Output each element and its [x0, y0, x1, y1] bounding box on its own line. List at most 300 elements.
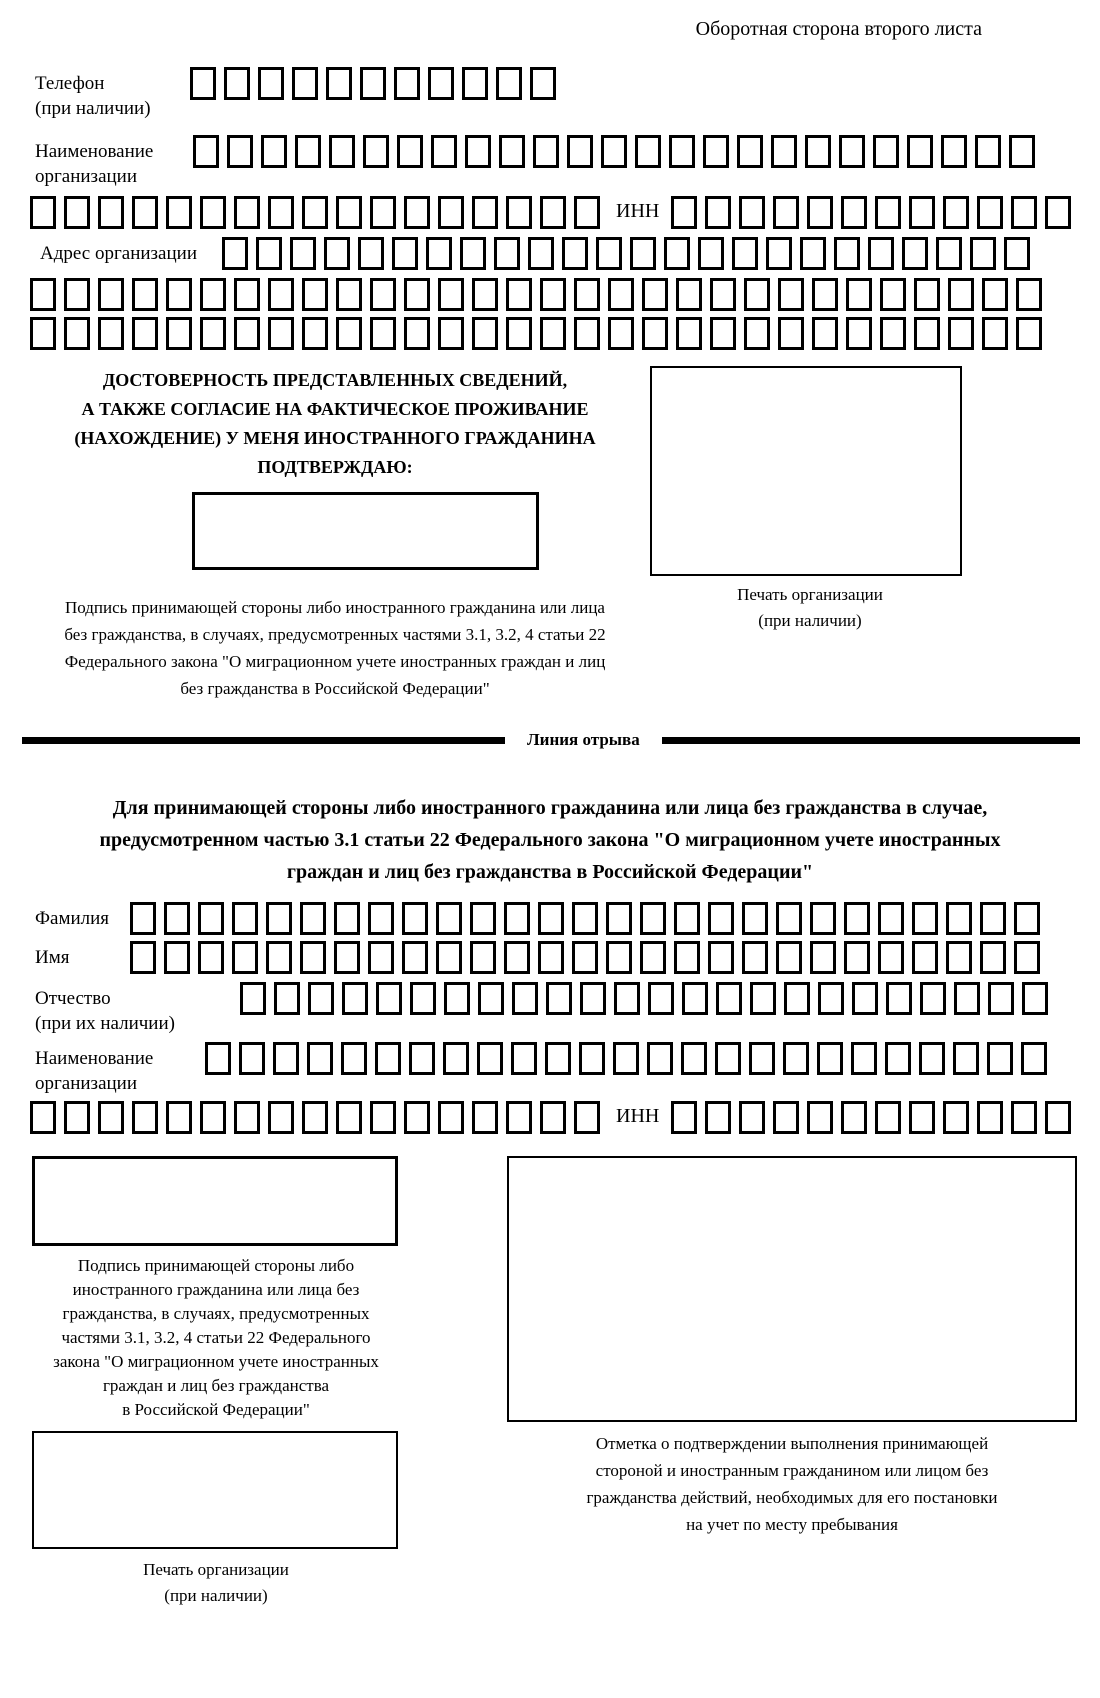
- char-cell[interactable]: [64, 317, 90, 350]
- char-cell[interactable]: [438, 1101, 464, 1134]
- char-cell[interactable]: [370, 1101, 396, 1134]
- char-cell[interactable]: [773, 1101, 799, 1134]
- char-cell[interactable]: [909, 1101, 935, 1134]
- char-cell[interactable]: [943, 196, 969, 229]
- char-cell[interactable]: [472, 196, 498, 229]
- char-cell[interactable]: [540, 1101, 566, 1134]
- char-cell[interactable]: [812, 317, 838, 350]
- char-cell[interactable]: [851, 1042, 877, 1075]
- char-cell[interactable]: [232, 902, 258, 935]
- char-cell[interactable]: [404, 1101, 430, 1134]
- char-cell[interactable]: [232, 941, 258, 974]
- char-cell[interactable]: [130, 941, 156, 974]
- char-cell[interactable]: [540, 196, 566, 229]
- char-cell[interactable]: [574, 317, 600, 350]
- char-cell[interactable]: [1016, 278, 1042, 311]
- char-cell[interactable]: [562, 237, 588, 270]
- stamp-box[interactable]: [650, 366, 962, 576]
- char-cell[interactable]: [766, 237, 792, 270]
- char-cell[interactable]: [334, 902, 360, 935]
- tearoff-section-title: Для принимающей стороны либо иностранного гражданина или лица без гражданства в случае, предусмотренном частью 3.1 статьи 22 Федерального закона "О миграционном учете иностранных граждан и лиц без гражданства в Российской Федерации": [99, 797, 1001, 883]
- char-cell[interactable]: [190, 67, 216, 100]
- char-cell[interactable]: [302, 278, 328, 311]
- char-cell[interactable]: [1045, 1101, 1071, 1134]
- char-cell[interactable]: [358, 237, 384, 270]
- char-cell[interactable]: [805, 135, 831, 168]
- page-side-note: Оборотная сторона второго листа: [695, 18, 982, 40]
- char-cell[interactable]: [436, 941, 462, 974]
- char-cell[interactable]: [512, 982, 538, 1015]
- char-cell[interactable]: [266, 902, 292, 935]
- char-cell[interactable]: [130, 902, 156, 935]
- char-cell[interactable]: [742, 902, 768, 935]
- char-cell[interactable]: [376, 982, 402, 1015]
- char-cell[interactable]: [572, 941, 598, 974]
- char-cell[interactable]: [200, 1101, 226, 1134]
- char-cell[interactable]: [841, 196, 867, 229]
- char-cell[interactable]: [444, 982, 470, 1015]
- char-cell[interactable]: [1004, 237, 1030, 270]
- char-cell[interactable]: [234, 196, 260, 229]
- char-cell[interactable]: [363, 135, 389, 168]
- char-cell[interactable]: [975, 135, 1001, 168]
- char-cell[interactable]: [567, 135, 593, 168]
- char-cell[interactable]: [878, 902, 904, 935]
- phone-field-row: [35, 67, 1100, 121]
- char-cell[interactable]: [64, 278, 90, 311]
- char-cell[interactable]: [705, 196, 731, 229]
- char-cell[interactable]: [64, 196, 90, 229]
- char-cell[interactable]: [715, 1042, 741, 1075]
- char-cell[interactable]: [295, 135, 321, 168]
- char-cell[interactable]: [846, 278, 872, 311]
- char-cell[interactable]: [868, 237, 894, 270]
- char-cell[interactable]: [470, 941, 496, 974]
- char-cell[interactable]: [470, 902, 496, 935]
- patronymic-field-row: [35, 982, 1100, 1036]
- char-cell[interactable]: [360, 67, 386, 100]
- char-cell[interactable]: [807, 196, 833, 229]
- char-cell[interactable]: [705, 1101, 731, 1134]
- char-cell[interactable]: [370, 196, 396, 229]
- char-cell[interactable]: [234, 317, 260, 350]
- char-cell[interactable]: [948, 317, 974, 350]
- char-cell[interactable]: [273, 1042, 299, 1075]
- char-cell[interactable]: [674, 941, 700, 974]
- char-cell[interactable]: [812, 278, 838, 311]
- org-address-continuation-row-1: [30, 278, 1100, 311]
- char-cell[interactable]: [132, 317, 158, 350]
- char-cell[interactable]: [30, 1101, 56, 1134]
- char-cell[interactable]: [946, 941, 972, 974]
- char-cell[interactable]: [1014, 941, 1040, 974]
- char-cell[interactable]: [778, 278, 804, 311]
- char-cell[interactable]: [988, 982, 1014, 1015]
- char-cell[interactable]: [980, 941, 1006, 974]
- char-cell[interactable]: [528, 237, 554, 270]
- char-cell[interactable]: [784, 982, 810, 1015]
- char-cell[interactable]: [676, 317, 702, 350]
- char-cell[interactable]: [504, 902, 530, 935]
- char-cell[interactable]: [844, 902, 870, 935]
- char-cell[interactable]: [200, 196, 226, 229]
- char-cell[interactable]: [664, 237, 690, 270]
- char-cell[interactable]: [402, 902, 428, 935]
- org-address-label: Адрес организации: [40, 243, 197, 264]
- char-cell[interactable]: [300, 941, 326, 974]
- char-cell[interactable]: [256, 237, 282, 270]
- char-cell[interactable]: [302, 317, 328, 350]
- char-cell[interactable]: [336, 1101, 362, 1134]
- char-cell[interactable]: [533, 135, 559, 168]
- char-cell[interactable]: [324, 237, 350, 270]
- char-cell[interactable]: [98, 1101, 124, 1134]
- char-cell[interactable]: [530, 67, 556, 100]
- char-cell[interactable]: [1016, 317, 1042, 350]
- char-cell[interactable]: [1021, 1042, 1047, 1075]
- char-cell[interactable]: [886, 982, 912, 1015]
- char-cell[interactable]: [336, 278, 362, 311]
- tearoff-bottom-right-column: [507, 1156, 1077, 1609]
- char-cell[interactable]: [572, 902, 598, 935]
- char-cell[interactable]: [438, 278, 464, 311]
- char-cell[interactable]: [1045, 196, 1071, 229]
- char-cell[interactable]: [300, 902, 326, 935]
- char-cell[interactable]: [885, 1042, 911, 1075]
- char-cell[interactable]: [1022, 982, 1048, 1015]
- char-cell[interactable]: [404, 278, 430, 311]
- char-cell[interactable]: [132, 196, 158, 229]
- char-cell[interactable]: [977, 1101, 1003, 1134]
- char-cell[interactable]: [914, 317, 940, 350]
- char-cell[interactable]: [506, 278, 532, 311]
- char-cell[interactable]: [783, 1042, 809, 1075]
- char-cell[interactable]: [307, 1042, 333, 1075]
- char-cell[interactable]: [948, 278, 974, 311]
- char-cell[interactable]: [274, 982, 300, 1015]
- char-cell[interactable]: [580, 982, 606, 1015]
- char-cell[interactable]: [98, 317, 124, 350]
- char-cell[interactable]: [640, 902, 666, 935]
- char-cell[interactable]: [642, 278, 668, 311]
- char-cell[interactable]: [166, 317, 192, 350]
- char-cell[interactable]: [268, 278, 294, 311]
- char-cell[interactable]: [912, 902, 938, 935]
- char-cell[interactable]: [648, 982, 674, 1015]
- char-cell[interactable]: [540, 317, 566, 350]
- char-cell[interactable]: [404, 196, 430, 229]
- char-cell[interactable]: [222, 237, 248, 270]
- registration-mark-box[interactable]: [507, 1156, 1077, 1422]
- char-cell[interactable]: [538, 902, 564, 935]
- char-cell[interactable]: [258, 67, 284, 100]
- char-cell[interactable]: [166, 1101, 192, 1134]
- given-name-label: Имя: [35, 947, 70, 968]
- char-cell[interactable]: [744, 317, 770, 350]
- char-cell[interactable]: [402, 941, 428, 974]
- char-cell[interactable]: [946, 902, 972, 935]
- char-cell[interactable]: [818, 982, 844, 1015]
- char-cell[interactable]: [292, 67, 318, 100]
- char-cell[interactable]: [499, 135, 525, 168]
- char-cell[interactable]: [919, 1042, 945, 1075]
- char-cell[interactable]: [839, 135, 865, 168]
- char-cell[interactable]: [776, 941, 802, 974]
- char-cell[interactable]: [132, 1101, 158, 1134]
- char-cell[interactable]: [810, 902, 836, 935]
- char-cell[interactable]: [671, 1101, 697, 1134]
- char-cell[interactable]: [30, 317, 56, 350]
- char-cell[interactable]: [671, 196, 697, 229]
- char-cell[interactable]: [438, 317, 464, 350]
- char-cell[interactable]: [397, 135, 423, 168]
- char-cell[interactable]: [308, 982, 334, 1015]
- char-cell[interactable]: [266, 941, 292, 974]
- char-cell[interactable]: [710, 278, 736, 311]
- char-cell[interactable]: [1011, 1101, 1037, 1134]
- char-cell[interactable]: [674, 902, 700, 935]
- char-cell[interactable]: [608, 317, 634, 350]
- char-cell[interactable]: [953, 1042, 979, 1075]
- char-cell[interactable]: [431, 135, 457, 168]
- char-cell[interactable]: [739, 196, 765, 229]
- char-cell[interactable]: [438, 196, 464, 229]
- char-cell[interactable]: [698, 237, 724, 270]
- char-cell[interactable]: [426, 237, 452, 270]
- char-cell[interactable]: [472, 1101, 498, 1134]
- char-cell[interactable]: [716, 982, 742, 1015]
- char-cell[interactable]: [268, 317, 294, 350]
- char-cell[interactable]: [166, 196, 192, 229]
- tearoff-org-name-field-row: [35, 1042, 1100, 1096]
- char-cell[interactable]: [506, 1101, 532, 1134]
- char-cell[interactable]: [261, 135, 287, 168]
- char-cell[interactable]: [302, 196, 328, 229]
- char-cell[interactable]: [596, 237, 622, 270]
- char-cell[interactable]: [676, 278, 702, 311]
- char-cell[interactable]: [977, 196, 1003, 229]
- char-cell[interactable]: [810, 941, 836, 974]
- char-cell[interactable]: [538, 941, 564, 974]
- char-cell[interactable]: [980, 902, 1006, 935]
- char-cell[interactable]: [914, 278, 940, 311]
- char-cell[interactable]: [614, 982, 640, 1015]
- char-cell[interactable]: [982, 317, 1008, 350]
- char-cell[interactable]: [460, 237, 486, 270]
- char-cell[interactable]: [574, 278, 600, 311]
- char-cell[interactable]: [200, 278, 226, 311]
- char-cell[interactable]: [630, 237, 656, 270]
- char-cell[interactable]: [739, 1101, 765, 1134]
- char-cell[interactable]: [1009, 135, 1035, 168]
- char-cell[interactable]: [800, 237, 826, 270]
- char-cell[interactable]: [912, 941, 938, 974]
- char-cell[interactable]: [302, 1101, 328, 1134]
- char-cell[interactable]: [540, 278, 566, 311]
- char-cell[interactable]: [635, 135, 661, 168]
- char-cell[interactable]: [682, 982, 708, 1015]
- char-cell[interactable]: [574, 196, 600, 229]
- char-cell[interactable]: [443, 1042, 469, 1075]
- char-cell[interactable]: [472, 317, 498, 350]
- char-cell[interactable]: [579, 1042, 605, 1075]
- char-cell[interactable]: [817, 1042, 843, 1075]
- phone-label: Телефон (при наличии): [35, 73, 151, 119]
- char-cell[interactable]: [164, 941, 190, 974]
- char-cell[interactable]: [776, 902, 802, 935]
- char-cell[interactable]: [234, 1101, 260, 1134]
- char-cell[interactable]: [205, 1042, 231, 1075]
- tearoff-signature-box[interactable]: [32, 1156, 398, 1246]
- char-cell[interactable]: [750, 982, 776, 1015]
- char-cell[interactable]: [166, 278, 192, 311]
- char-cell[interactable]: [545, 1042, 571, 1075]
- char-cell[interactable]: [987, 1042, 1013, 1075]
- char-cell[interactable]: [744, 278, 770, 311]
- char-cell[interactable]: [841, 1101, 867, 1134]
- char-cell[interactable]: [954, 982, 980, 1015]
- char-cell[interactable]: [681, 1042, 707, 1075]
- char-cell[interactable]: [749, 1042, 775, 1075]
- char-cell[interactable]: [737, 135, 763, 168]
- char-cell[interactable]: [880, 317, 906, 350]
- confirmation-right-column: [650, 366, 970, 702]
- char-cell[interactable]: [200, 317, 226, 350]
- char-cell[interactable]: [98, 196, 124, 229]
- char-cell[interactable]: [368, 941, 394, 974]
- char-cell[interactable]: [428, 67, 454, 100]
- char-cell[interactable]: [710, 317, 736, 350]
- char-cell[interactable]: [290, 237, 316, 270]
- char-cell[interactable]: [708, 902, 734, 935]
- char-cell[interactable]: [336, 317, 362, 350]
- char-cell[interactable]: [462, 67, 488, 100]
- char-cell[interactable]: [239, 1042, 265, 1075]
- char-cell[interactable]: [164, 902, 190, 935]
- char-cell[interactable]: [132, 278, 158, 311]
- char-cell[interactable]: [982, 278, 1008, 311]
- tearoff-stamp-box[interactable]: [32, 1431, 398, 1549]
- char-cell[interactable]: [642, 317, 668, 350]
- char-cell[interactable]: [227, 135, 253, 168]
- char-cell[interactable]: [936, 237, 962, 270]
- char-cell[interactable]: [875, 1101, 901, 1134]
- char-cell[interactable]: [341, 1042, 367, 1075]
- char-cell[interactable]: [404, 317, 430, 350]
- char-cell[interactable]: [370, 317, 396, 350]
- char-cell[interactable]: [844, 941, 870, 974]
- char-cell[interactable]: [410, 982, 436, 1015]
- char-cell[interactable]: [329, 135, 355, 168]
- char-cell[interactable]: [1014, 902, 1040, 935]
- char-cell[interactable]: [368, 902, 394, 935]
- char-cell[interactable]: [342, 982, 368, 1015]
- char-cell[interactable]: [465, 135, 491, 168]
- char-cell[interactable]: [943, 1101, 969, 1134]
- org-address-cells: [222, 237, 1030, 270]
- char-cell[interactable]: [708, 941, 734, 974]
- char-cell[interactable]: [703, 135, 729, 168]
- char-cell[interactable]: [409, 1042, 435, 1075]
- char-cell[interactable]: [875, 196, 901, 229]
- char-cell[interactable]: [98, 278, 124, 311]
- char-cell[interactable]: [198, 902, 224, 935]
- char-cell[interactable]: [394, 67, 420, 100]
- char-cell[interactable]: [334, 941, 360, 974]
- char-cell[interactable]: [30, 278, 56, 311]
- char-cell[interactable]: [574, 1101, 600, 1134]
- char-cell[interactable]: [370, 278, 396, 311]
- char-cell[interactable]: [198, 941, 224, 974]
- char-cell[interactable]: [880, 278, 906, 311]
- char-cell[interactable]: [878, 941, 904, 974]
- char-cell[interactable]: [778, 317, 804, 350]
- char-cell[interactable]: [504, 941, 530, 974]
- char-cell[interactable]: [907, 135, 933, 168]
- char-cell[interactable]: [506, 196, 532, 229]
- char-cell[interactable]: [240, 982, 266, 1015]
- char-cell[interactable]: [506, 317, 532, 350]
- char-cell[interactable]: [807, 1101, 833, 1134]
- char-cell[interactable]: [970, 237, 996, 270]
- char-cell[interactable]: [846, 317, 872, 350]
- char-cell[interactable]: [920, 982, 946, 1015]
- char-cell[interactable]: [268, 196, 294, 229]
- char-cell[interactable]: [909, 196, 935, 229]
- char-cell[interactable]: [902, 237, 928, 270]
- char-cell[interactable]: [941, 135, 967, 168]
- char-cell[interactable]: [771, 135, 797, 168]
- char-cell[interactable]: [873, 135, 899, 168]
- char-cell[interactable]: [478, 982, 504, 1015]
- char-cell[interactable]: [30, 196, 56, 229]
- char-cell[interactable]: [268, 1101, 294, 1134]
- char-cell[interactable]: [732, 237, 758, 270]
- char-cell[interactable]: [601, 135, 627, 168]
- char-cell[interactable]: [640, 941, 666, 974]
- char-cell[interactable]: [834, 237, 860, 270]
- char-cell[interactable]: [336, 196, 362, 229]
- signature-caption: Подпись принимающей стороны либо иностранного гражданина или лица без гражданства, в случаях, предусмотренных частями 3.1, 3.2, 4 статьи 22 Федерального закона "О миграционном учете иностранных граждан и лиц без гражданства в Российской Федерации": [64, 598, 606, 698]
- char-cell[interactable]: [375, 1042, 401, 1075]
- char-cell[interactable]: [613, 1042, 639, 1075]
- char-cell[interactable]: [472, 278, 498, 311]
- char-cell[interactable]: [1011, 196, 1037, 229]
- signature-box[interactable]: [192, 492, 539, 570]
- char-cell[interactable]: [64, 1101, 90, 1134]
- char-cell[interactable]: [234, 278, 260, 311]
- char-cell[interactable]: [436, 902, 462, 935]
- char-cell[interactable]: [647, 1042, 673, 1075]
- char-cell[interactable]: [546, 982, 572, 1015]
- char-cell[interactable]: [742, 941, 768, 974]
- char-cell[interactable]: [606, 902, 632, 935]
- tearoff-inn-cells: [671, 1101, 1071, 1134]
- char-cell[interactable]: [606, 941, 632, 974]
- char-cell[interactable]: [494, 237, 520, 270]
- char-cell[interactable]: [496, 67, 522, 100]
- char-cell[interactable]: [773, 196, 799, 229]
- char-cell[interactable]: [608, 278, 634, 311]
- char-cell[interactable]: [193, 135, 219, 168]
- char-cell[interactable]: [326, 67, 352, 100]
- char-cell[interactable]: [511, 1042, 537, 1075]
- char-cell[interactable]: [669, 135, 695, 168]
- char-cell[interactable]: [477, 1042, 503, 1075]
- char-cell[interactable]: [392, 237, 418, 270]
- char-cell[interactable]: [852, 982, 878, 1015]
- char-cell[interactable]: [224, 67, 250, 100]
